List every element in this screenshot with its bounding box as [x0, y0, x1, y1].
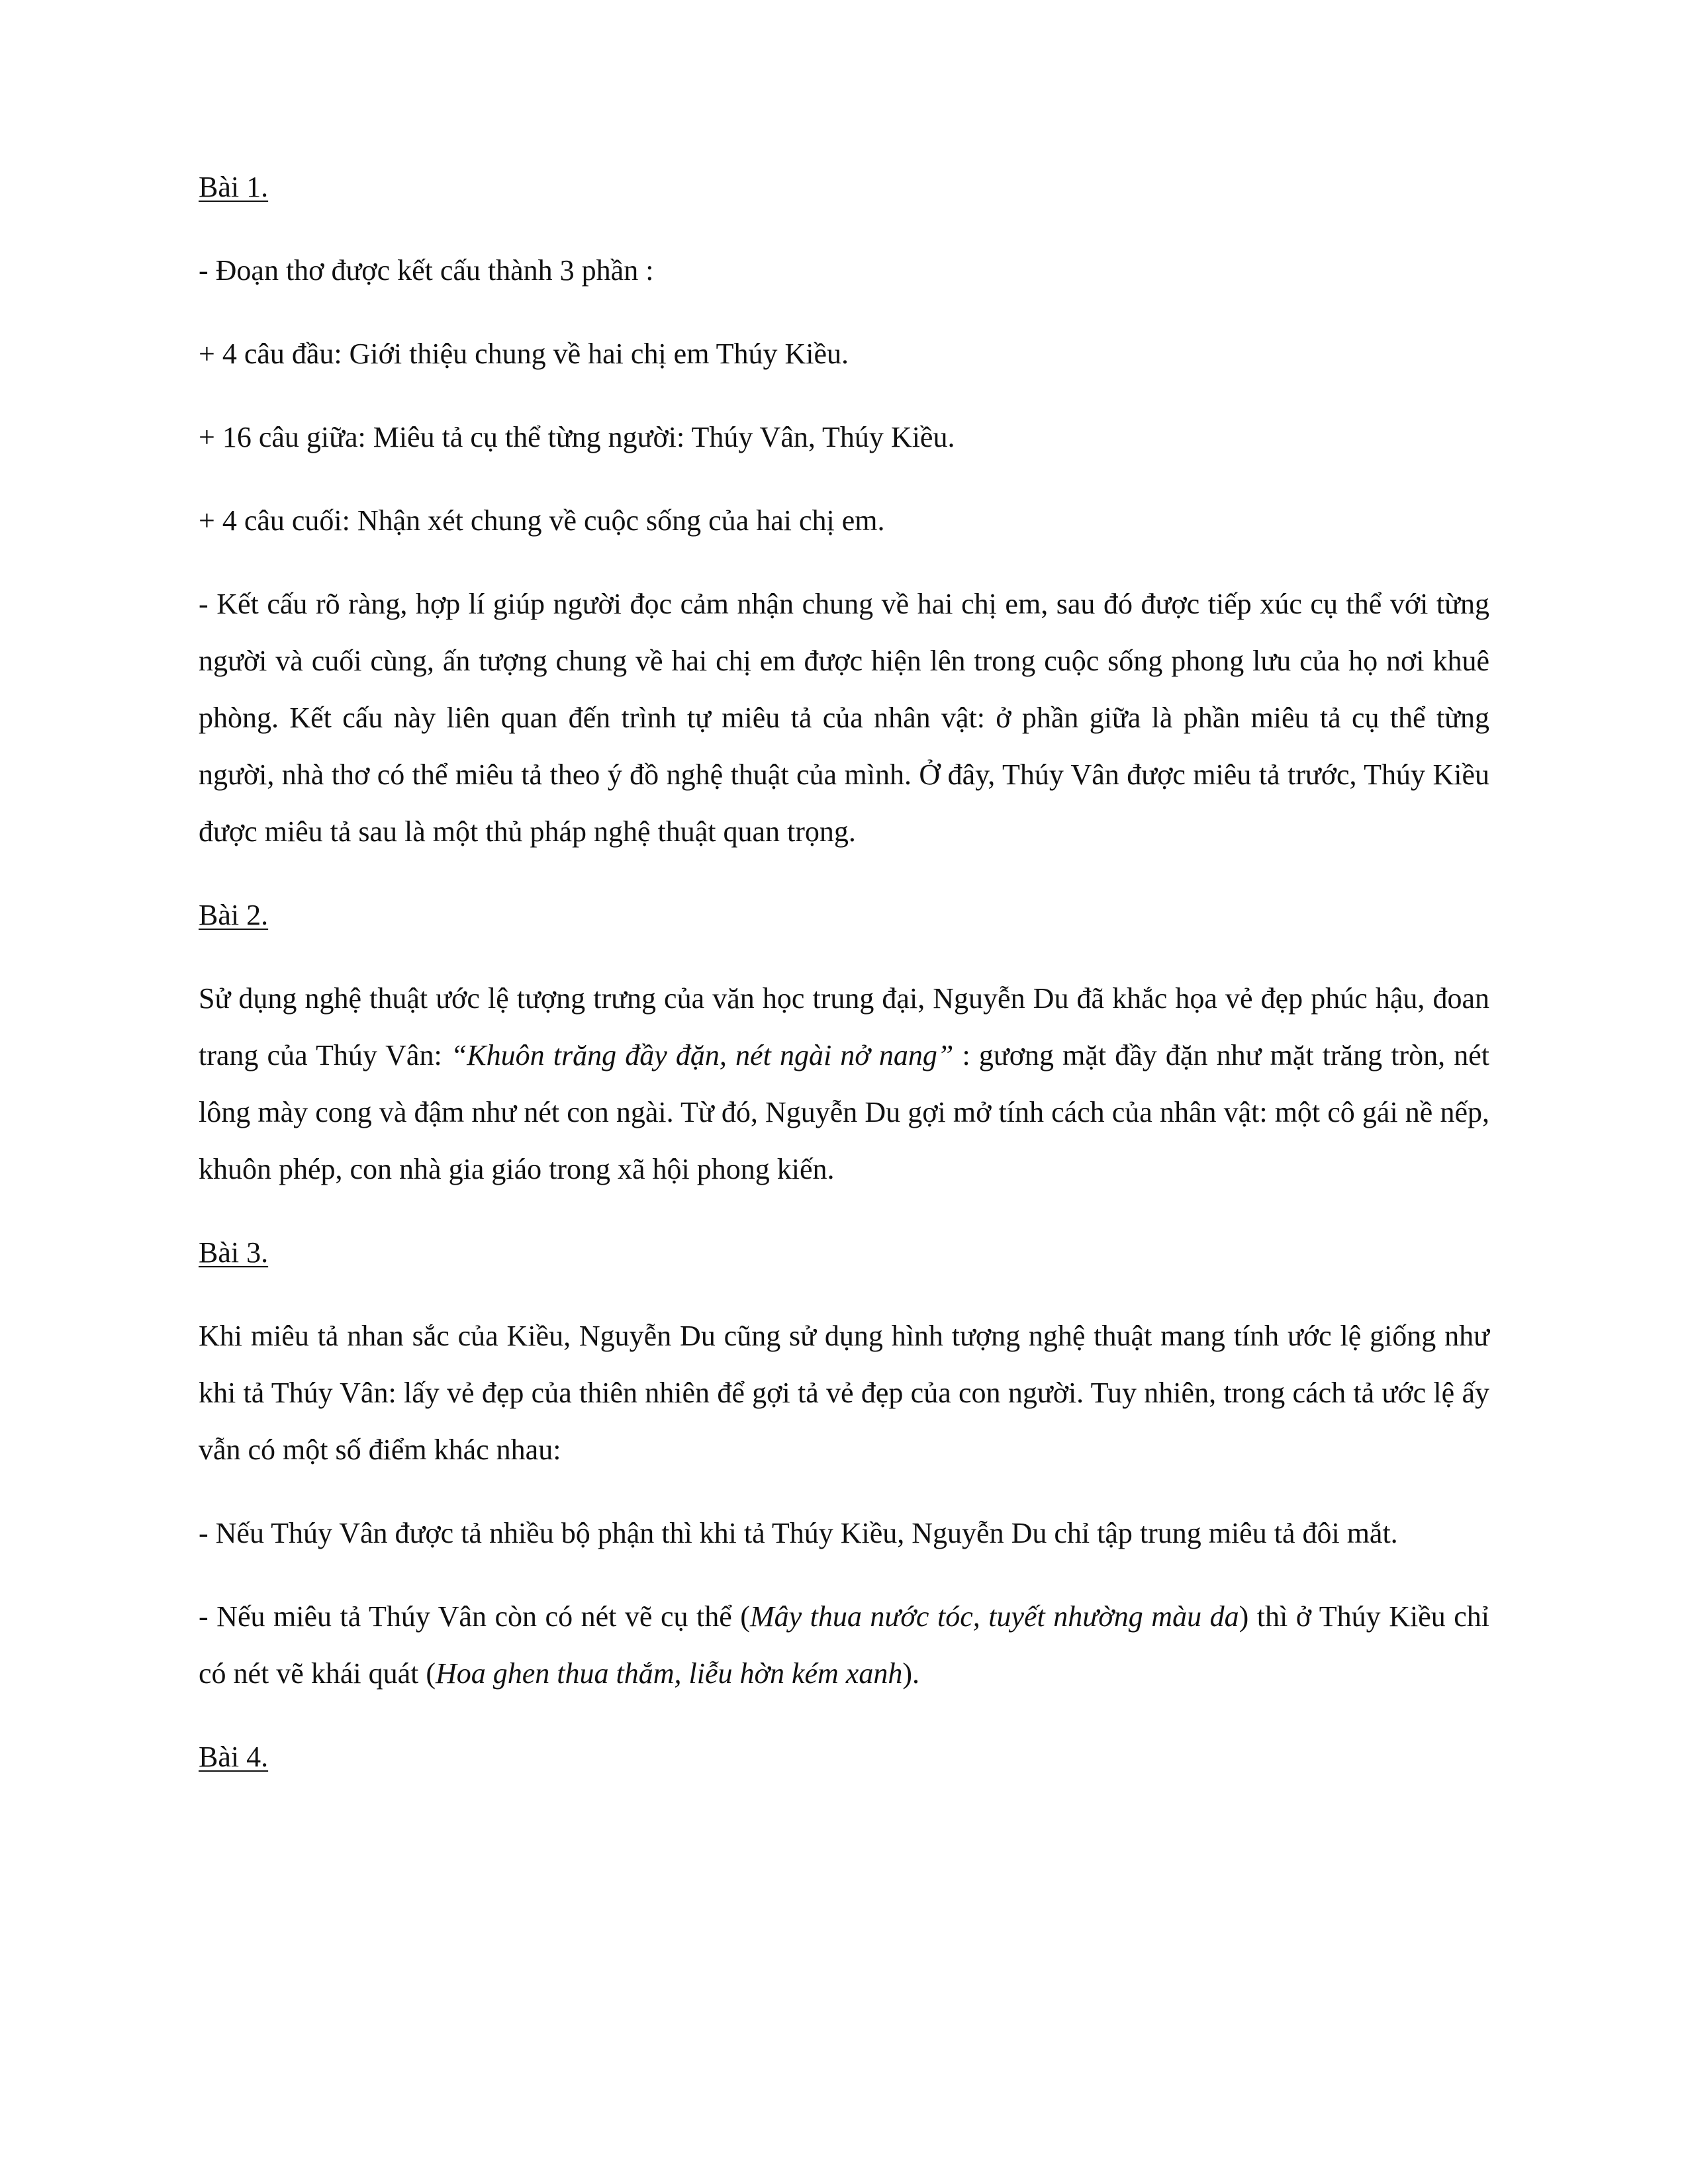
text-segment: : gương mặt đầy đặn như mặt trăng tròn, nét lông mày cong và đậm như nét con ngài. Từ đó, Nguyễn Du gợi mở tính cách của nhân vật: một cô gái nề nếp, khuôn phép, con nhà gia giáo trong xã hội phong kiến.	[199, 1039, 1489, 1185]
section-heading-bai-4: Bài 4.	[199, 1741, 269, 1773]
poem-quote: Mây thua nước tóc, tuyết nhường màu da	[749, 1600, 1239, 1633]
paragraph-comparison-1: - Nếu Thúy Vân được tả nhiều bộ phận thì khi tả Thúy Kiều, Nguyễn Du chỉ tập trung miêu tả đôi mắt.	[199, 1517, 1398, 1549]
paragraph-kieu-intro: Khi miêu tả nhan sắc của Kiều, Nguyễn Du cũng sử dụng hình tượng nghệ thuật mang tính ước lệ giống như khi tả Thúy Vân: lấy vẻ đẹp của thiên nhiên để gợi tả vẻ đẹp của con người. Tuy nhiên, trong cách tả ước lệ ấy vẫn có một số điểm khác nhau:	[199, 1320, 1489, 1466]
text-segment: ).	[902, 1657, 919, 1690]
paragraph-part-3: + 4 câu cuối: Nhận xét chung về cuộc sống của hai chị em.	[199, 504, 885, 537]
poem-quote: “Khuôn trăng đầy đặn, nét ngài nở nang”	[450, 1039, 954, 1071]
paragraph-part-1: + 4 câu đầu: Giới thiệu chung về hai chị em Thúy Kiều.	[199, 338, 849, 370]
poem-quote: Hoa ghen thua thắm, liễu hờn kém xanh	[435, 1657, 903, 1690]
section-heading-bai-3: Bài 3.	[199, 1236, 269, 1269]
section-heading-bai-2: Bài 2.	[199, 899, 269, 931]
document-page	[199, 159, 1489, 1812]
text-segment: Sử dụng nghệ thuật ước lệ tượng trưng của văn học trung đại, Nguyễn Du đã khắc họa vẻ đẹp phúc hậu, đoan trang của Thúy Vân:	[199, 982, 1489, 1071]
paragraph-part-2: + 16 câu giữa: Miêu tả cụ thể từng người: Thúy Vân, Thúy Kiều.	[199, 421, 955, 453]
text-segment: ) thì ở Thúy Kiều chỉ có nét vẽ khái quát (	[199, 1600, 1490, 1690]
section-heading-bai-1: Bài 1.	[199, 171, 269, 203]
paragraph-structure-analysis: - Kết cấu rõ ràng, hợp lí giúp người đọc cảm nhận chung về hai chị em, sau đó được tiếp xúc cụ thể với từng người và cuối cùng, ấn tượng chung về hai chị em được hiện lên trong cuộc sống phong lưu của họ nơi khuê phòng. Kết cấu này liên quan đến trình tự miêu tả của nhân vật: ở phần giữa là phần miêu tả cụ thể từng người, nhà thơ có thể miêu tả theo ý đồ nghệ thuật của mình. Ở đây, Thúy Vân được miêu tả trước, Thúy Kiều được miêu tả sau là một thủ pháp nghệ thuật quan trọng.	[199, 588, 1489, 848]
paragraph-structure-intro: - Đoạn thơ được kết cấu thành 3 phần :	[199, 254, 654, 287]
paragraph-thuy-van-analysis	[199, 970, 1489, 1198]
paragraph-comparison-2	[199, 1588, 1489, 1702]
text-segment: - Nếu miêu tả Thúy Vân còn có nét vẽ cụ thể (	[199, 1600, 750, 1633]
